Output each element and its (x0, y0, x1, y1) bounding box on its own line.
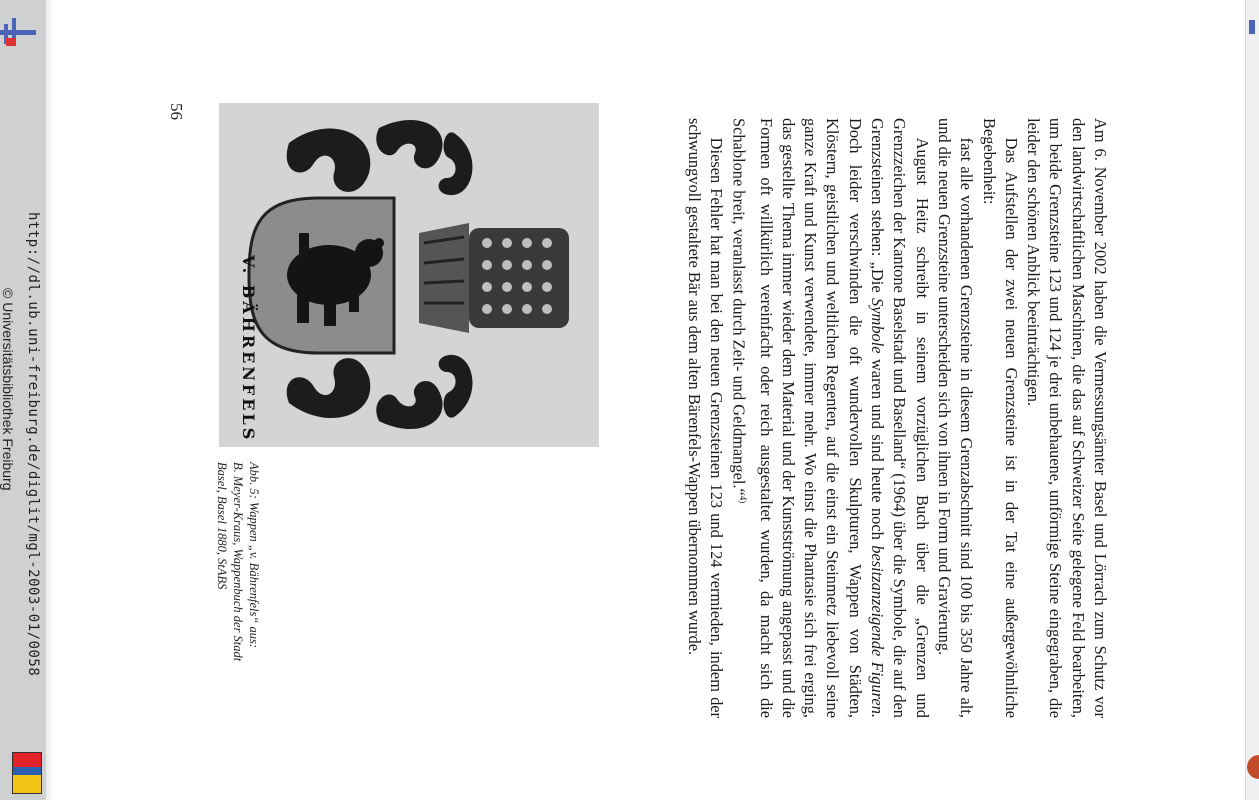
paragraph: Diesen Fehler hat man bei den neuen Grenzsteinen 123 und 124 vermieden, indem der schwungvoll gestaltete Bär aus dem alten Bärenfels-Wappen übernommen wurde. (685, 118, 727, 718)
paragraph (727, 118, 932, 718)
paragraph: Das Aufstellen der zwei neuen Grenzsteine ist in der Tat eine außergewöhnliche Begebenheit: (979, 118, 1021, 718)
paragraph-text: August Heitz schreibt in seinem vorzüglichen Buch über die „Grenzen und Grenzzeichen der Kantone Baselstadt und Baselland“ (1964) über die Symbole, die auf den Grenzsteinen stehen: „Die (868, 118, 932, 718)
figure-caption-line: Abb. 5: Wappen „v. Bährenfels“ aus: (247, 462, 261, 648)
paragraph-text: waren und sind heute noch (868, 358, 888, 540)
coat-of-arms-label: V. BÄHRENFELS (239, 255, 258, 443)
library-flag-icon[interactable] (1249, 20, 1255, 34)
coat-of-arms-image (219, 103, 599, 447)
article-body (683, 118, 1111, 718)
figure-caption (213, 462, 262, 662)
paragraph: Am 6. November 2002 haben die Vermessungsämter Basel und Lörrach zum Schutz vor den landwirtschaftlichen Maschinen, die das auf Schweizer Seite gelegene Feld bearbeiten, um beide Grenzsteine 123 und 124 je drei unbehauene, unförmige Steine eingegraben, die leider den schönen Anblick beeinträchtigen. (1024, 118, 1110, 718)
footnote-marker[interactable]: 4) (738, 495, 749, 504)
coat-of-arms-icon[interactable] (12, 752, 42, 794)
library-flag-icon[interactable] (0, 14, 38, 48)
viewer-right-strip (1245, 0, 1259, 800)
paragraph-text: Doch leider verschwinden die oft wundervollen Skulpturen, Wappen von Städten, Klöstern, geistlichen und weltlichen Regenten, auf die einst ein Steinmetz liebevoll seine ganze Kraft und Kunst verwendete, immer mehr. Wo einst die Phantasie sich frei erging, das gestellte Thema immer wieder dem Material und der Kunstströmung angepasst und die Formen oft willkürlich vereinfacht oder reich ausgestaltet wurden, da macht sich die Schablone breit, veranlasst durch Zeit- und Geldmangel.“ (729, 118, 865, 718)
copyright-notice: © Universitätsbibliothek Freiburg (0, 288, 16, 491)
society-name (0, 655, 50, 747)
emphasis: besitzanzeigende Figuren. (868, 545, 888, 719)
document-url[interactable]: http://dl.ub.uni-freiburg.de/diglit/mgl-2003-01/0058 (25, 212, 41, 677)
paragraph: fast alle vorhandenen Grenzsteine in diesem Grenzabschnitt sind 100 bis 350 Jahre alt, und die neuen Grenzsteine unterscheiden sich von ihnen in Form und Gravierung. (934, 118, 977, 718)
figure-caption-line: B. Meyer-Kraus, Wappenbuch der Stadt (230, 462, 245, 662)
page-number: 56 (167, 103, 186, 120)
emphasis: Symbole (868, 298, 888, 354)
figure-caption-line: Basel, Basel 1880, StABS (214, 462, 229, 590)
